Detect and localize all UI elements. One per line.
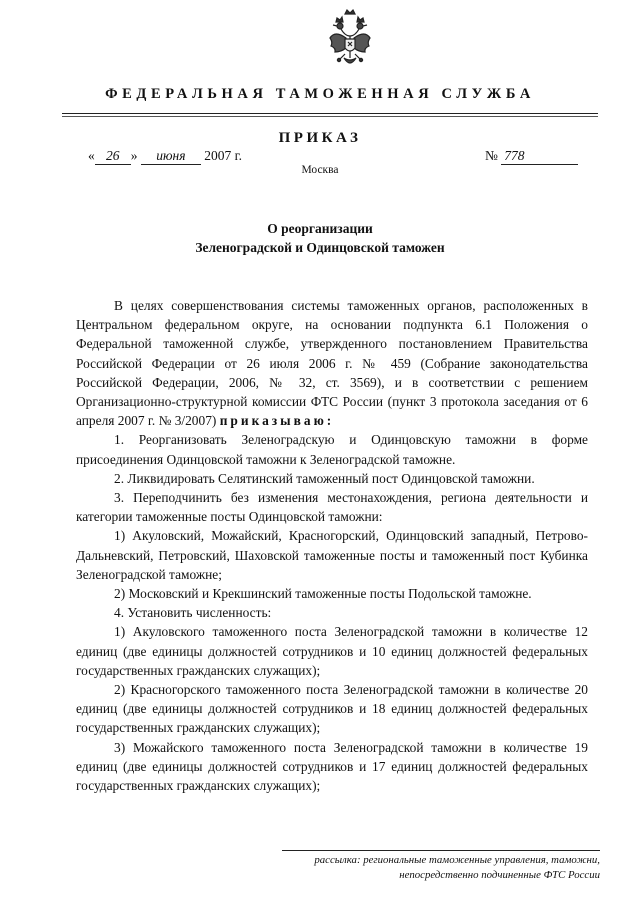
order-date [88, 148, 242, 165]
item-paragraph: 4. Установить численность: [114, 605, 272, 621]
preamble-paragraph [76, 296, 588, 430]
distribution-note [282, 853, 600, 883]
order-body [76, 296, 588, 795]
order-subject [0, 219, 640, 257]
distribution-line-2: непосредственно подчиненные ФТС России [399, 869, 600, 881]
order-number [485, 148, 578, 165]
item-paragraph: 3. Переподчинить без изменения местонахождения, региона деятельности и категории таможенные посты Одинцовской таможни: [76, 490, 588, 525]
order-title: ПРИКАЗ [278, 130, 362, 146]
item-paragraph: 2. Ликвидировать Селятинский таможенный пост Одинцовской таможни. [114, 470, 535, 486]
item-paragraph: 1) Акуловского таможенного поста Зеленоградской таможни в количестве 12 единиц (две единицы должностей сотрудников и 10 единиц должностей федеральных государственных гражданских служащих); [76, 624, 588, 678]
header-rule-thin [62, 116, 598, 117]
date-close-quote: » [130, 148, 138, 163]
double-headed-eagle-icon [327, 8, 373, 70]
subject-line-1: О реорганизации [267, 221, 373, 236]
item-paragraph: 1. Реорганизовать Зеленоградскую и Одинцовскую таможни в форме присоединения Одинцовской таможни к Зеленоградской таможне. [76, 432, 588, 467]
agency-name: ФЕДЕРАЛЬНАЯ ТАМОЖЕННАЯ СЛУЖБА [105, 86, 535, 102]
date-open-quote: « [88, 148, 95, 163]
date-month: июня [141, 148, 201, 165]
city: Москва [301, 164, 339, 176]
order-word: приказываю: [219, 413, 335, 429]
date-day: 26 [95, 148, 131, 165]
date-year: 2007 г. [204, 148, 243, 163]
item-paragraph: 2) Красногорского таможенного поста Зеленоградской таможни в количестве 20 единиц (две единицы должностей сотрудников и 18 единиц должностей федеральных государственных гражданских служащих); [76, 682, 588, 736]
item-paragraph: 1) Акуловский, Можайский, Красногорский, Одинцовский западный, Петрово-Дальневский, Петровский, Шаховской таможенные посты и таможенный пост Кубинка Зеленоградской таможне; [76, 528, 588, 582]
number-sign: № [485, 148, 498, 163]
number-value: 778 [501, 148, 578, 165]
subject-line-2: Зеленоградской и Одинцовской таможен [195, 240, 445, 255]
item-paragraph: 3) Можайского таможенного поста Зеленоградской таможни в количестве 19 единиц (две единицы должностей сотрудников и 17 единиц должностей федеральных государственных гражданских служащих); [76, 739, 588, 794]
preamble-text: В целях совершенствования системы таможенных органов, расположенных в Центральном федеральном округе, на основании подпункта 6.1 Положения о Федеральной таможенной службе, утвержденного постановлением Правительства Российской Федерации от 26 июля 2006 г. № 459 (Собрание законодательства Российской Федерации, 2006, № 32, ст. 3569), и в соответствии с решением Организационно-структурной комиссии ФТС России (пункт 3 протокола заседания от 6 апреля 2007 г. № 3/2007) [76, 298, 588, 429]
header-rule [62, 113, 598, 114]
distribution-line-1: рассылка: региональные таможенные управления, таможни, [314, 854, 600, 866]
item-paragraph: 2) Московский и Крекшинский таможенные посты Подольской таможне. [114, 586, 532, 602]
footer-rule [282, 850, 600, 851]
